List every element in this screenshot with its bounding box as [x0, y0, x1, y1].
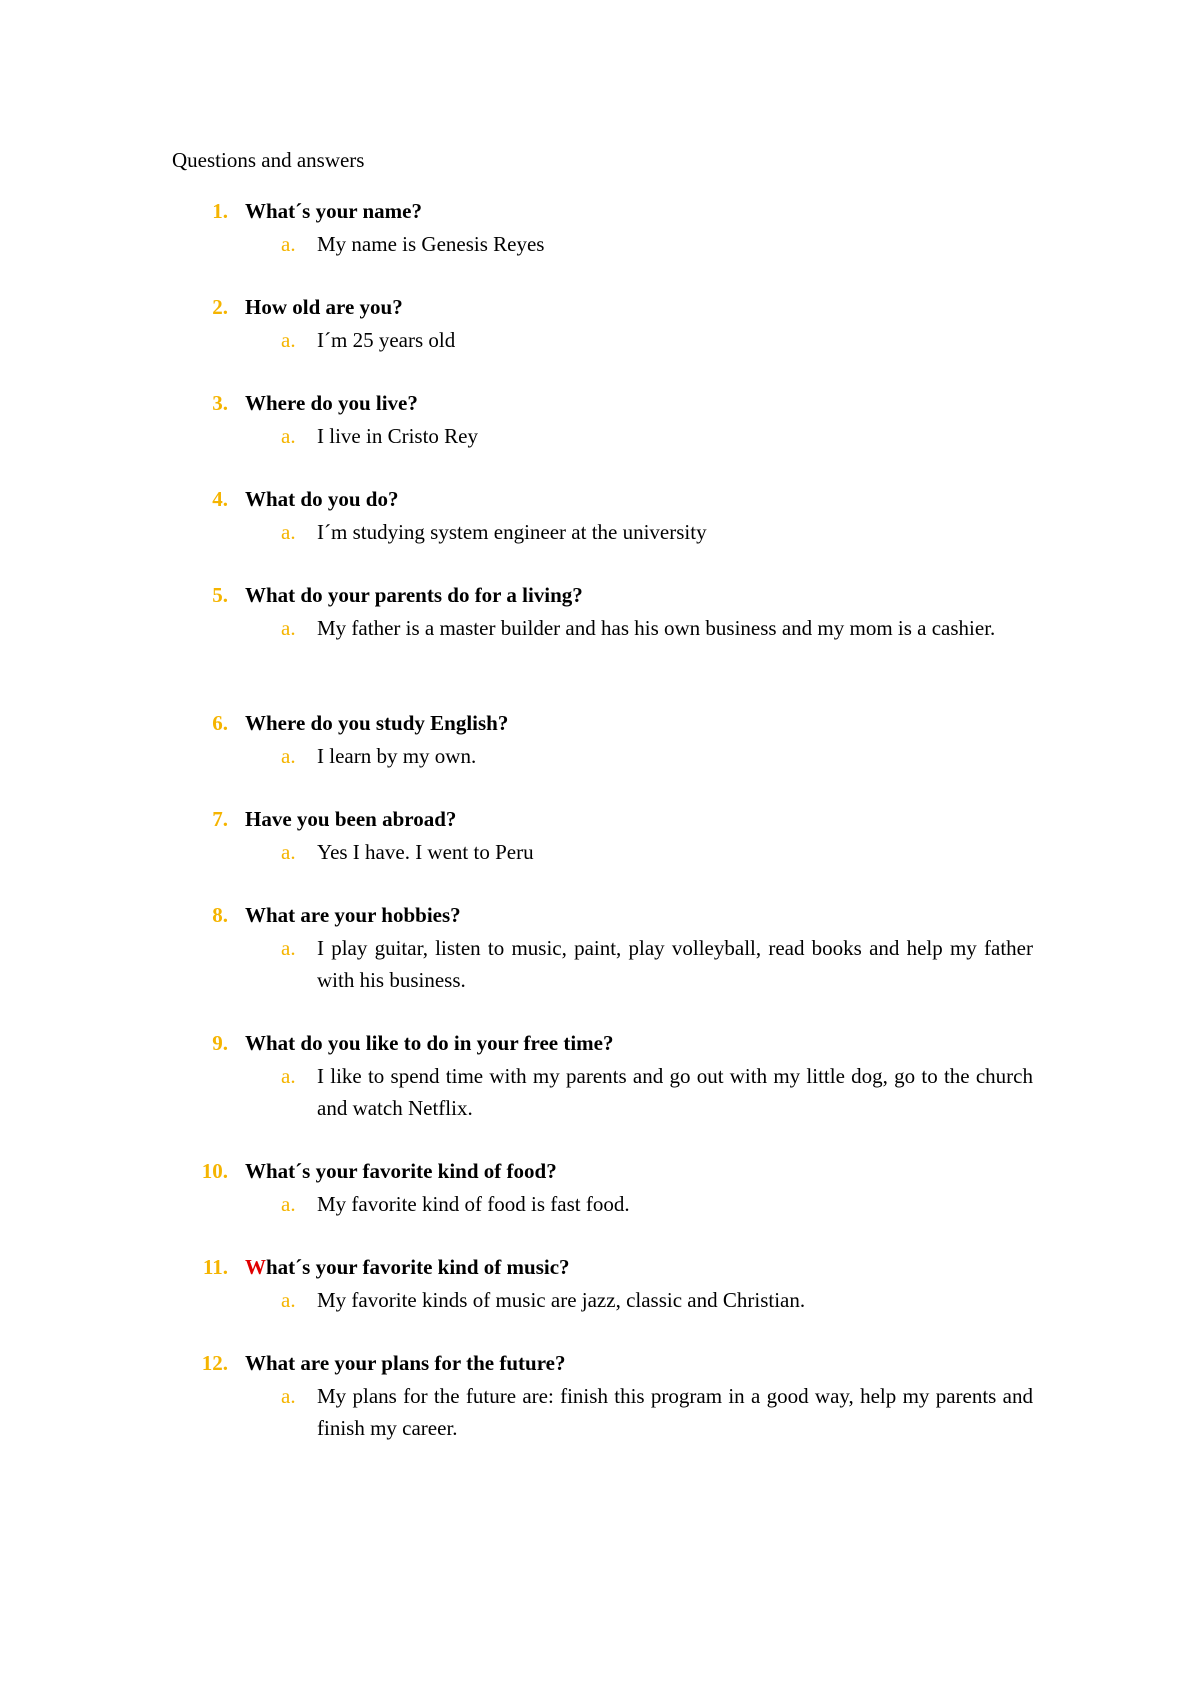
answer-marker: a.	[281, 1288, 296, 1312]
answer-marker: a.	[281, 936, 296, 960]
answer-text: I like to spend time with my parents and go out with my little dog, go to the church and watch Netflix.	[317, 1064, 1033, 1120]
question-number: 3.	[212, 391, 228, 415]
question-number: 1.	[212, 199, 228, 223]
answer-marker: a.	[281, 1384, 296, 1408]
answer-marker: a.	[281, 232, 296, 256]
question-text: What do your parents do for a living?	[245, 583, 583, 607]
question-number: 11.	[202, 1255, 228, 1279]
answer-marker: a.	[281, 520, 296, 544]
highlighted-letter: W	[245, 1255, 266, 1279]
question-text: How old are you?	[245, 295, 403, 319]
answer-marker: a.	[281, 744, 296, 768]
question-text: What do you like to do in your free time?	[245, 1031, 614, 1055]
question-text: What´s your favorite kind of food?	[245, 1159, 557, 1183]
answer-text: I play guitar, listen to music, paint, play volleyball, read books and help my father with his business.	[317, 936, 1033, 992]
answer-marker: a.	[281, 616, 296, 640]
question-number: 6.	[212, 711, 228, 735]
question-number: 5.	[212, 583, 228, 607]
answer-marker: a.	[281, 1064, 296, 1088]
question-text: Where do you live?	[245, 391, 418, 415]
answer-text: My favorite kind of food is fast food.	[317, 1192, 630, 1216]
answer-text: My favorite kinds of music are jazz, classic and Christian.	[317, 1288, 806, 1312]
document-title: Questions and answers	[172, 148, 365, 172]
answer-text: I live in Cristo Rey	[317, 424, 478, 448]
question-text: What are your hobbies?	[245, 903, 461, 927]
answer-marker: a.	[281, 1192, 296, 1216]
answer-text: Yes I have. I went to Peru	[317, 840, 534, 864]
question-text: Have you been abroad?	[245, 807, 457, 831]
answer-text: I learn by my own.	[317, 744, 477, 768]
answer-text: My plans for the future are: finish this program in a good way, help my parents and finish my career.	[317, 1384, 1033, 1440]
answer-marker: a.	[281, 840, 296, 864]
question-text: What do you do?	[245, 487, 399, 511]
question-number: 9.	[212, 1031, 228, 1055]
question-text-rest: hat´s your favorite kind of music?	[266, 1255, 570, 1279]
question-text: What are your plans for the future?	[245, 1351, 566, 1375]
answer-marker: a.	[281, 424, 296, 448]
answer-text: My name is Genesis Reyes	[317, 232, 545, 256]
question-number: 7.	[212, 807, 228, 831]
answer-text: My father is a master builder and has his own business and my mom is a cashier.	[317, 616, 996, 640]
question-number: 4.	[212, 487, 228, 511]
question-number: 2.	[212, 295, 228, 319]
question-number: 10.	[201, 1159, 228, 1183]
question-number: 12.	[201, 1351, 228, 1375]
question-text	[245, 1252, 570, 1282]
answer-marker: a.	[281, 328, 296, 352]
answer-text: I´m studying system engineer at the university	[317, 520, 707, 544]
question-text: Where do you study English?	[245, 711, 509, 735]
question-number: 8.	[212, 903, 228, 927]
answer-text: I´m 25 years old	[317, 328, 456, 352]
question-text: What´s your name?	[245, 199, 422, 223]
